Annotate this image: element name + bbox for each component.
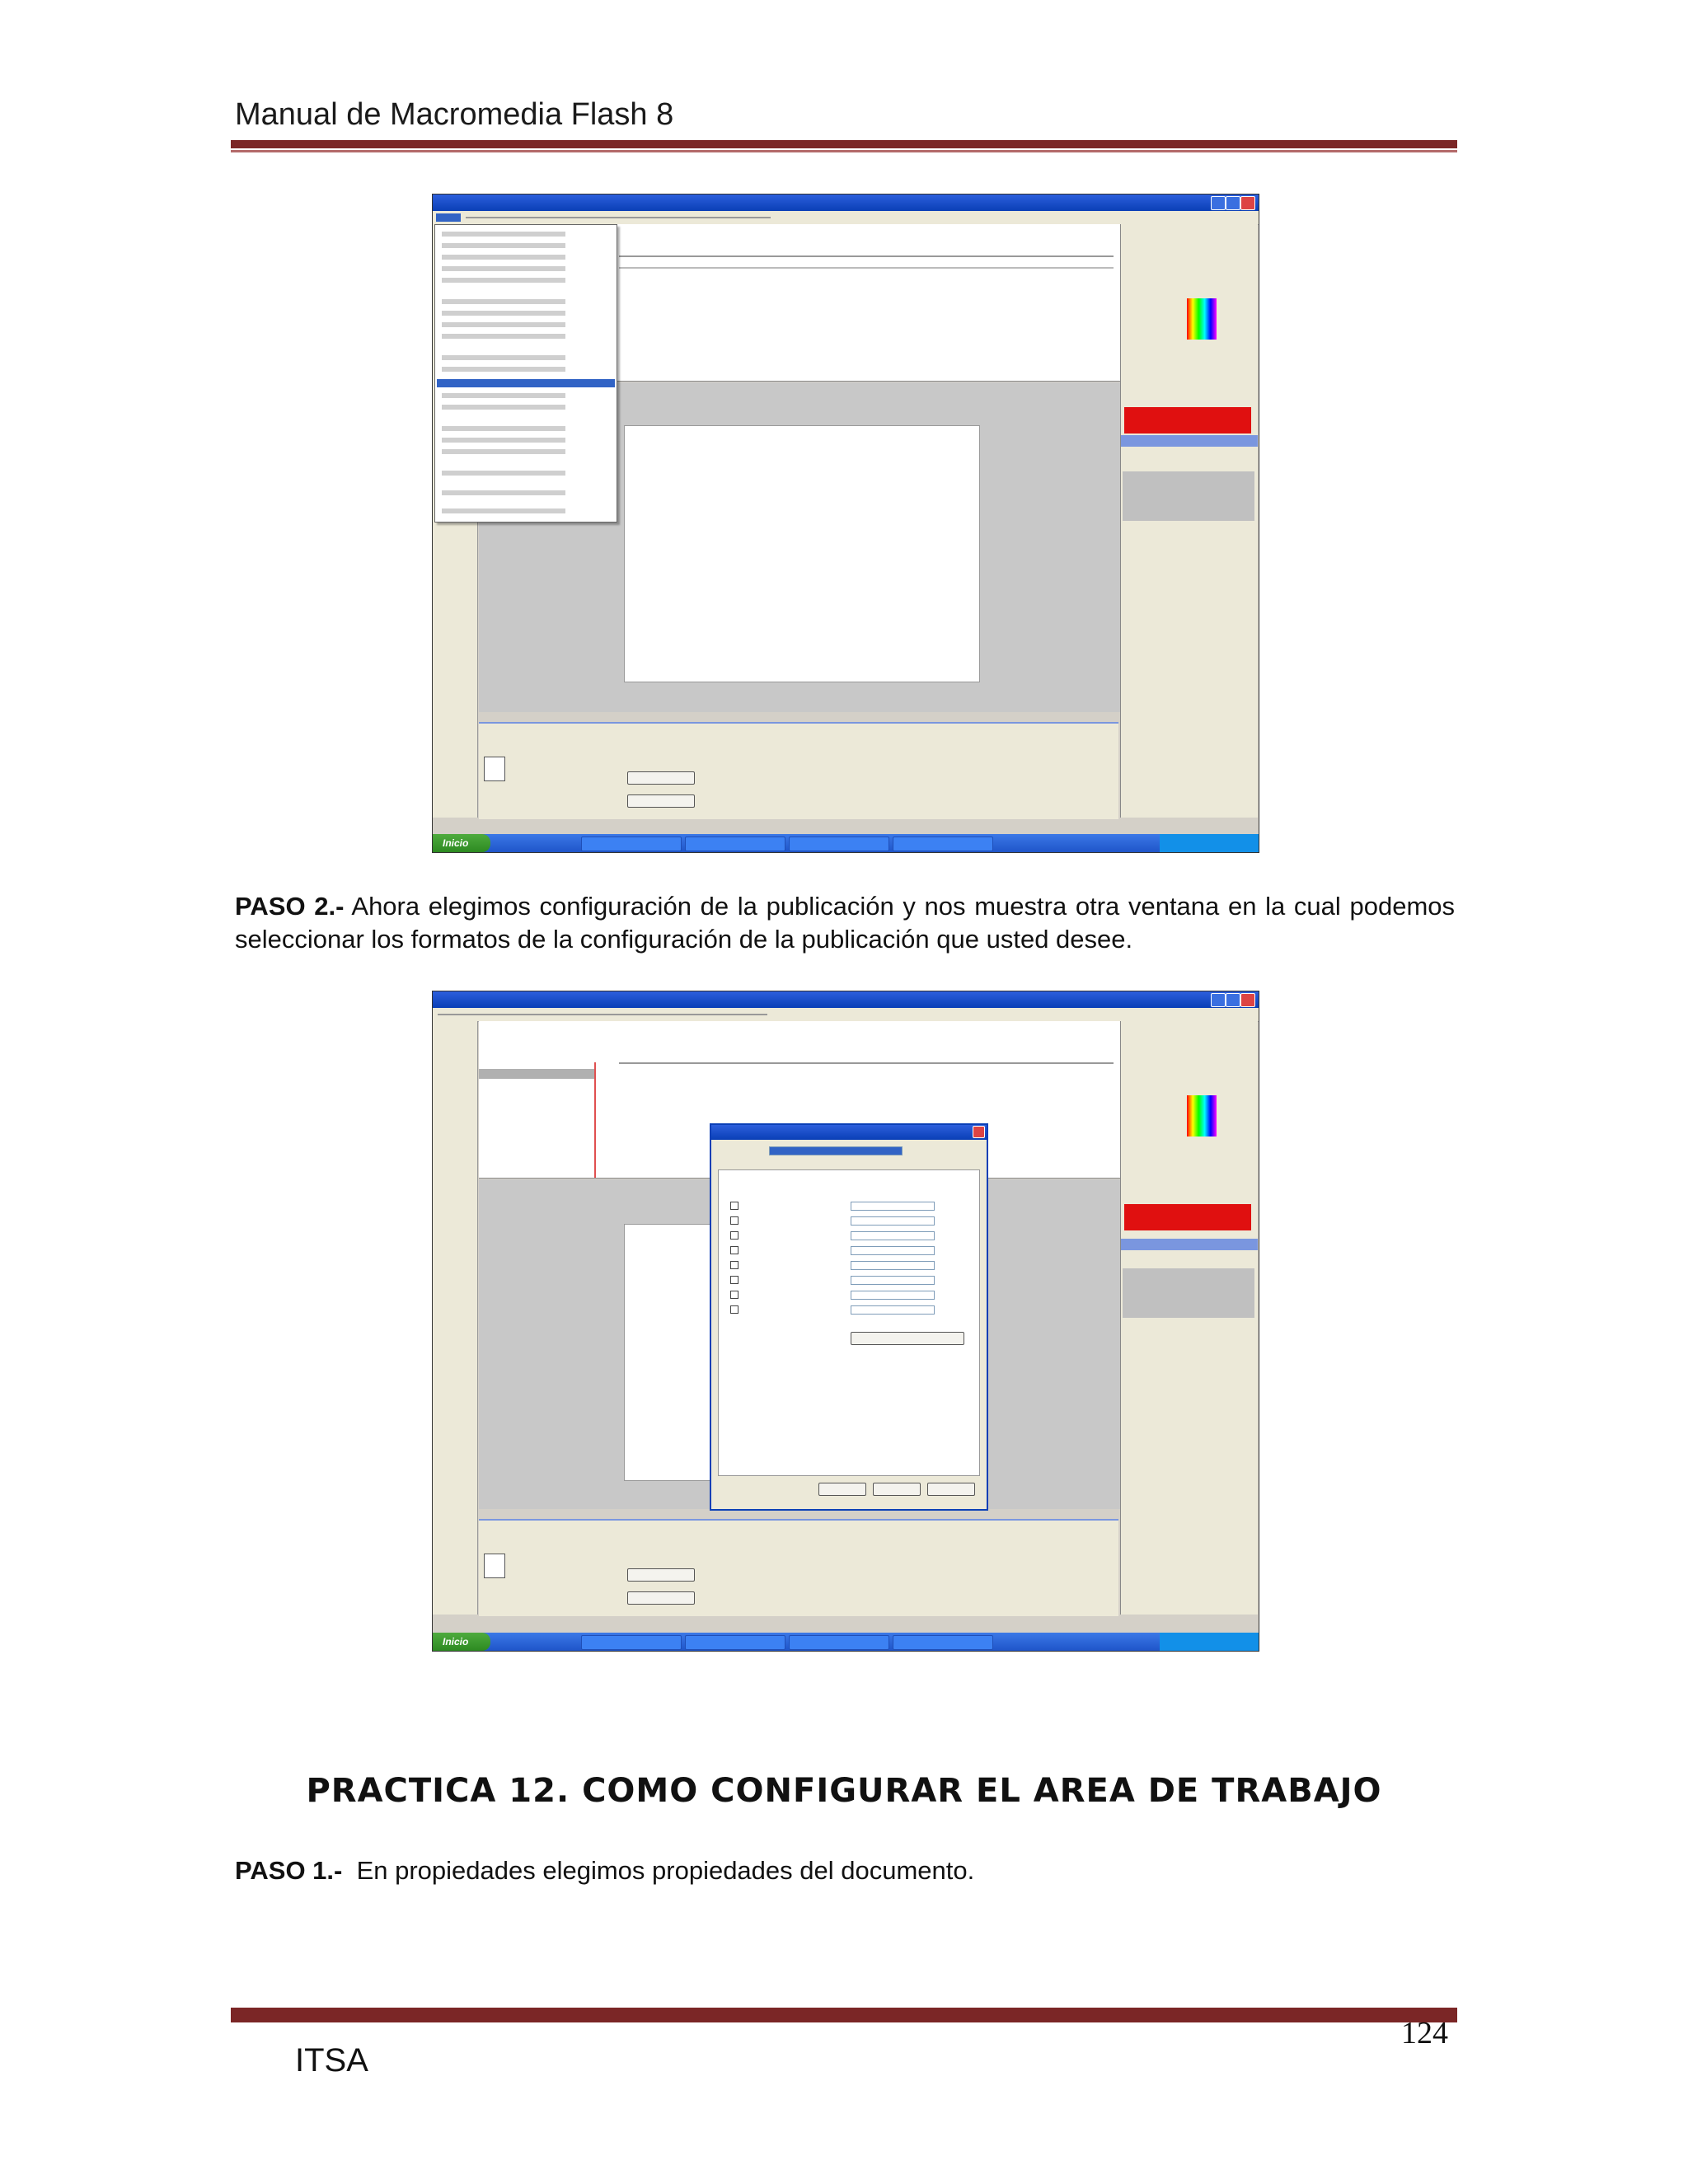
system-tray bbox=[1160, 834, 1259, 852]
menu-row bbox=[442, 299, 565, 304]
publish-button bbox=[818, 1483, 866, 1496]
step-text: En propiedades elegimos propiedades del documento. bbox=[342, 1856, 975, 1885]
paragraph-step-2 bbox=[235, 890, 1455, 956]
menu-items-blur bbox=[466, 217, 771, 218]
filename-field bbox=[851, 1276, 935, 1285]
filename-field bbox=[851, 1305, 935, 1315]
step-text: Ahora elegimos configuración de la publicación y nos muestra otra ventana en la cual podemos seleccionar los formatos de la configuración de la publicación que usted desee. bbox=[235, 892, 1456, 954]
color-spectrum bbox=[1187, 1095, 1217, 1137]
stage-canvas bbox=[624, 425, 980, 682]
menu-row bbox=[442, 393, 565, 398]
menu-row bbox=[442, 405, 565, 410]
page-number: 124 bbox=[1401, 2016, 1448, 2050]
menu-row bbox=[442, 266, 565, 271]
taskbar-item bbox=[685, 837, 785, 851]
cancel-button bbox=[927, 1483, 975, 1496]
settings-button-blur bbox=[627, 771, 695, 785]
start-button-label: Inicio bbox=[443, 837, 469, 849]
menu-bar bbox=[433, 211, 1259, 225]
right-panels bbox=[1120, 224, 1258, 818]
file-menu-dropdown bbox=[434, 224, 617, 523]
format-checkbox bbox=[730, 1202, 738, 1210]
library-preview bbox=[1123, 1268, 1254, 1318]
timeline-frames bbox=[619, 267, 1114, 269]
minimize-icon bbox=[1211, 993, 1226, 1007]
filename-field bbox=[851, 1216, 935, 1226]
library-preview bbox=[1123, 471, 1254, 521]
menu-row bbox=[442, 438, 565, 443]
filename-field bbox=[851, 1246, 935, 1255]
filename-field bbox=[851, 1202, 935, 1211]
dialog-close-icon bbox=[973, 1126, 985, 1138]
properties-panel bbox=[479, 1519, 1118, 1616]
footer-rule bbox=[231, 2008, 1457, 2022]
menu-row bbox=[442, 471, 565, 476]
menu-row bbox=[442, 243, 565, 248]
menu-row bbox=[442, 449, 565, 454]
format-checkbox bbox=[730, 1231, 738, 1240]
format-checkbox bbox=[730, 1216, 738, 1225]
filename-field bbox=[851, 1261, 935, 1270]
flash-document-icon bbox=[484, 1554, 505, 1578]
window-titlebar bbox=[433, 991, 1259, 1008]
menu-row bbox=[442, 426, 565, 431]
taskbar-item bbox=[893, 837, 993, 851]
menu-row bbox=[442, 355, 565, 360]
color-swatch bbox=[1124, 407, 1251, 434]
filename-field bbox=[851, 1291, 935, 1300]
taskbar-item bbox=[581, 837, 682, 851]
library-panel-header bbox=[1121, 435, 1258, 447]
layer-row bbox=[479, 1069, 594, 1079]
color-swatch bbox=[1124, 1204, 1251, 1230]
format-checkbox bbox=[730, 1246, 738, 1254]
header-rule bbox=[231, 140, 1457, 148]
format-checkbox bbox=[730, 1291, 738, 1299]
menu-row bbox=[442, 322, 565, 327]
menu-bar bbox=[433, 1008, 1259, 1022]
close-icon bbox=[1240, 993, 1255, 1007]
window-titlebar bbox=[433, 194, 1259, 211]
menu-row bbox=[442, 311, 565, 316]
practice-title: PRACTICA 12. COMO CONFIGURAR EL AREA DE TRABAJO bbox=[306, 1772, 1382, 1810]
maximize-icon bbox=[1226, 993, 1240, 1007]
toolbox-panel bbox=[433, 1021, 478, 1615]
menu-items-blur bbox=[438, 1014, 767, 1015]
header-title: Manual de Macromedia Flash 8 bbox=[235, 97, 674, 132]
minimize-icon bbox=[1211, 196, 1226, 210]
taskbar-item bbox=[789, 837, 889, 851]
settings-button-blur-2 bbox=[627, 1591, 695, 1605]
publish-settings-dialog bbox=[710, 1123, 988, 1511]
taskbar bbox=[433, 1633, 1259, 1651]
close-icon bbox=[1240, 196, 1255, 210]
start-button bbox=[433, 1633, 490, 1651]
playhead bbox=[594, 1062, 596, 1178]
timeline-ruler bbox=[619, 1062, 1114, 1064]
menu-row bbox=[442, 490, 565, 495]
ok-button bbox=[873, 1483, 921, 1496]
menu-row bbox=[442, 509, 565, 513]
header-rule-accent bbox=[231, 150, 1457, 152]
filename-field bbox=[851, 1231, 935, 1240]
taskbar-item bbox=[789, 1635, 889, 1650]
taskbar-item bbox=[685, 1635, 785, 1650]
step-label: PASO 2.- bbox=[235, 892, 345, 921]
screenshot-publish-settings bbox=[432, 991, 1259, 1652]
menu-row bbox=[442, 255, 565, 260]
start-button-label: Inicio bbox=[443, 1636, 469, 1647]
step-label: PASO 1.- bbox=[235, 1856, 343, 1885]
taskbar-item bbox=[581, 1635, 682, 1650]
properties-panel bbox=[479, 722, 1118, 819]
taskbar-item bbox=[893, 1635, 993, 1650]
settings-button-blur-2 bbox=[627, 794, 695, 808]
format-checkbox bbox=[730, 1261, 738, 1269]
footer-organization: ITSA bbox=[295, 2042, 368, 2079]
start-button bbox=[433, 834, 490, 852]
formats-tab-panel bbox=[718, 1169, 980, 1476]
right-panels bbox=[1120, 1021, 1258, 1615]
screenshot-file-menu bbox=[432, 194, 1259, 853]
flash-document-icon bbox=[484, 757, 505, 781]
menu-row bbox=[442, 367, 565, 372]
paragraph-step-1 bbox=[235, 1854, 1455, 1887]
format-checkbox bbox=[730, 1276, 738, 1284]
settings-button-blur bbox=[627, 1568, 695, 1582]
profile-select bbox=[769, 1146, 903, 1155]
taskbar bbox=[433, 834, 1259, 852]
dialog-titlebar bbox=[711, 1125, 987, 1140]
library-panel-header bbox=[1121, 1239, 1258, 1250]
color-spectrum bbox=[1187, 298, 1217, 340]
maximize-icon bbox=[1226, 196, 1240, 210]
menu-item-publish-settings-highlight bbox=[437, 379, 615, 387]
menu-row bbox=[442, 334, 565, 339]
system-tray bbox=[1160, 1633, 1259, 1651]
timeline-ruler bbox=[619, 255, 1114, 257]
menu-file-highlight bbox=[436, 213, 461, 222]
menu-row bbox=[442, 278, 565, 283]
default-names-button bbox=[851, 1332, 964, 1345]
format-checkbox bbox=[730, 1305, 738, 1314]
menu-row bbox=[442, 232, 565, 237]
